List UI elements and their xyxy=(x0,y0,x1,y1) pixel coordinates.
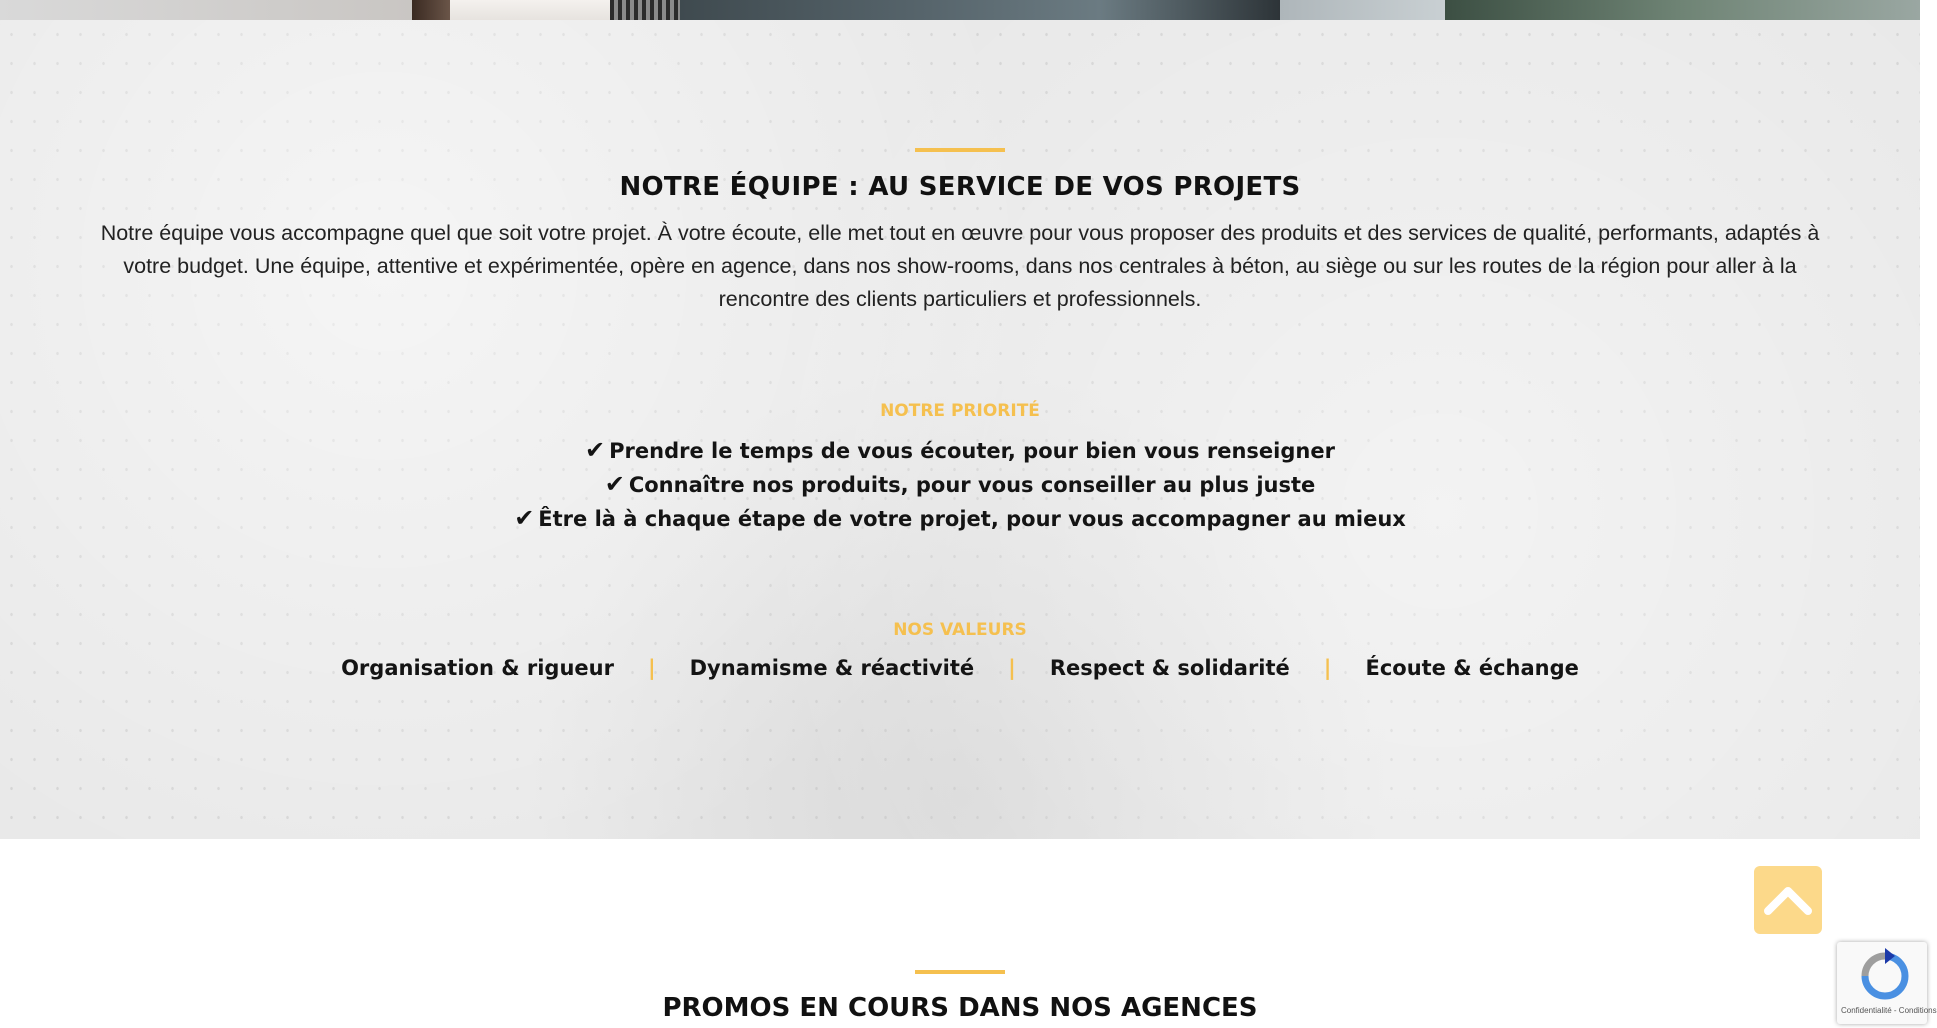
value-separator: | xyxy=(647,656,656,680)
value-item: Respect & solidarité xyxy=(1049,656,1290,680)
hero-image-part xyxy=(680,0,1280,20)
hero-image-part xyxy=(450,0,610,20)
values-heading: NOS VALEURS xyxy=(893,620,1027,640)
hero-image-part xyxy=(1280,0,1445,20)
value-separator: | xyxy=(1323,656,1332,680)
hero-image-part xyxy=(0,0,412,20)
priority-heading: NOTRE PRIORITÉ xyxy=(880,401,1040,421)
team-section xyxy=(0,20,1920,839)
value-item: Dynamisme & réactivité xyxy=(689,656,975,680)
priority-item-text: Être là à chaque étape de votre projet, pour vous accompagner au mieux xyxy=(538,507,1406,531)
check-icon: ✔ xyxy=(604,470,625,498)
priority-item xyxy=(0,468,1920,502)
team-title: NOTRE ÉQUIPE : AU SERVICE DE VOS PROJETS xyxy=(619,172,1301,202)
priority-item-text: Prendre le temps de vous écouter, pour bien vous renseigner xyxy=(609,439,1335,463)
recaptcha-icon xyxy=(1855,948,1915,1004)
values-row xyxy=(0,656,1920,680)
priority-item-text: Connaître nos produits, pour vous conseiller au plus juste xyxy=(628,473,1316,497)
hero-image-part xyxy=(1445,0,1920,20)
hero-image-strip xyxy=(0,0,1920,20)
hero-image-part xyxy=(610,0,680,20)
title-accent-line xyxy=(915,148,1005,152)
value-separator: | xyxy=(1008,656,1016,680)
priority-item xyxy=(0,502,1920,536)
recaptcha-terms[interactable]: Confidentialité - Conditions xyxy=(1841,1006,1937,1015)
recaptcha-badge[interactable] xyxy=(1837,942,1937,1024)
check-icon: ✔ xyxy=(514,504,535,532)
check-icon: ✔ xyxy=(585,436,606,464)
scroll-to-top-button[interactable] xyxy=(1754,866,1822,934)
value-item: Organisation & rigueur xyxy=(341,656,614,680)
value-item: Écoute & échange xyxy=(1365,656,1579,680)
chevron-up-icon xyxy=(1764,885,1812,915)
priority-list xyxy=(0,434,1920,536)
priority-item xyxy=(0,434,1920,468)
promos-title: PROMOS EN COURS DANS NOS AGENCES xyxy=(662,993,1258,1023)
hero-image-part xyxy=(412,0,450,20)
promo-accent-line xyxy=(915,970,1005,974)
team-description: Notre équipe vous accompagne quel que soit votre projet. À votre écoute, elle met tout en œuvre pour vous proposer des produits et des services de qualité, performants, adaptés à votre budget. Une équipe, attentive et expérimentée, opère en agence, dans nos show-rooms, dans nos centrales à béton, au siège ou sur les routes de la région pour aller à la rencontre des clients particuliers et professionnels. xyxy=(100,221,1820,311)
